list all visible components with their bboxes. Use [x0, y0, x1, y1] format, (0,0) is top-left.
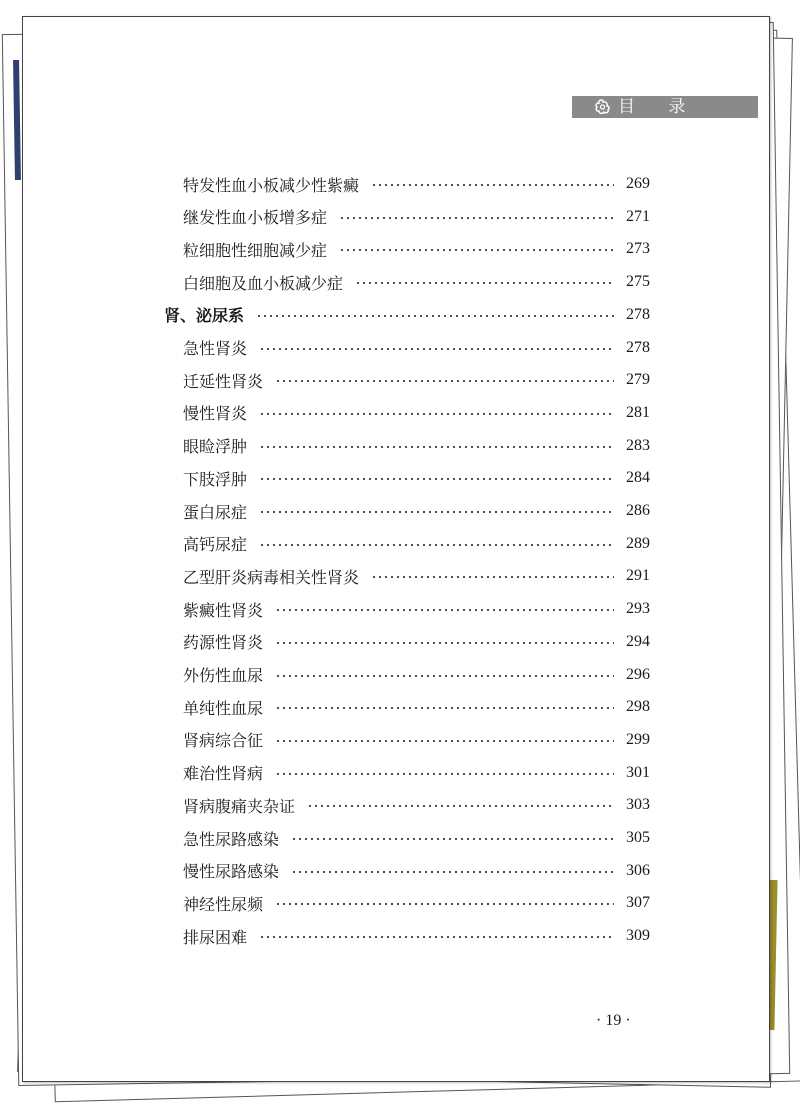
toc-entry-title: 外伤性血尿 [183, 666, 264, 685]
toc-entry-title: 急性肾炎 [183, 339, 248, 358]
toc-entry-title: 下肢浮肿 [183, 469, 248, 489]
toc-entry-title: 眼睑浮肿 [183, 437, 248, 457]
toc-entry[interactable] [183, 564, 650, 588]
toc-entry[interactable] [183, 434, 650, 458]
dot-leader [371, 184, 614, 186]
toc-entry[interactable] [183, 172, 650, 196]
toc-entry[interactable] [183, 499, 650, 523]
toc-entry-title: 慢性肾炎 [183, 404, 248, 424]
toc-entry-title: 特发性血小板减少性紫癜 [183, 175, 360, 195]
toc-entry[interactable] [183, 630, 650, 654]
toc-entry-page: 298 [626, 698, 650, 716]
dot-leader [291, 871, 614, 873]
section-header-bar [572, 96, 758, 118]
toc-entry[interactable] [183, 597, 650, 621]
toc-entry-page: 293 [626, 600, 650, 618]
toc-entry[interactable] [183, 237, 650, 261]
toc-entry-page: 307 [626, 894, 650, 912]
toc-entry-title: 排尿困难 [183, 927, 248, 947]
toc-entry-title: 高钙尿症 [183, 535, 248, 555]
toc-entry-page: 289 [626, 534, 650, 552]
toc-entry-page: 291 [626, 567, 650, 585]
dot-leader [259, 413, 614, 415]
toc-entry-title: 乙型肝炎病毒相关性肾炎 [183, 567, 360, 587]
dot-leader [275, 642, 614, 644]
toc-entry-title: 白细胞及血小板减少症 [183, 273, 344, 293]
section-header-title: 目 录 [618, 97, 700, 117]
dot-leader [259, 936, 614, 938]
toc-entry-title: 迁延性肾炎 [183, 371, 264, 391]
dot-leader [291, 838, 614, 840]
toc-entry[interactable] [183, 859, 650, 883]
dot-leader [339, 217, 614, 219]
toc-entry-page: 294 [626, 632, 650, 650]
dot-leader [339, 249, 614, 251]
toc-entry[interactable] [183, 761, 650, 785]
dot-leader [275, 903, 614, 905]
toc-entry[interactable] [183, 270, 650, 294]
toc-entry[interactable] [183, 368, 650, 392]
toc-entry-page: 286 [626, 502, 650, 519]
toc-entry[interactable] [183, 663, 650, 687]
toc-entry-title: 神经性尿频 [183, 894, 264, 914]
toc-entry-title: 药源性肾炎 [183, 633, 264, 653]
dot-leader [275, 773, 614, 775]
toc-entry[interactable] [183, 532, 650, 556]
toc-entry[interactable] [183, 924, 650, 948]
toc-entry-page: 281 [626, 403, 650, 421]
toc-entry-page: 305 [626, 829, 650, 846]
toc-entry-title: 肾、泌尿系 [164, 306, 245, 326]
toc-entry[interactable] [183, 205, 650, 229]
toc-entry[interactable] [183, 826, 650, 850]
toc-entry-page: 271 [626, 207, 650, 225]
toc-entry-page: 303 [626, 796, 650, 814]
dot-leader [355, 282, 614, 284]
dot-leader [259, 511, 614, 513]
toc-entry-page: 301 [626, 763, 650, 781]
toc-entry[interactable] [183, 793, 650, 817]
toc-entry-page: 275 [626, 273, 650, 291]
dot-leader [307, 805, 614, 807]
toc-entry[interactable] [183, 891, 650, 915]
toc-entry-title: 粒细胞性细胞减少症 [183, 240, 328, 260]
toc-entry-page: 284 [626, 469, 650, 487]
dot-leader [275, 609, 614, 611]
toc-entry-page: 309 [626, 927, 650, 945]
toc-entry-page: 278 [626, 305, 650, 323]
toc-entry[interactable] [183, 695, 650, 719]
toc-entry-page: 273 [626, 240, 650, 258]
toc-entry-title: 急性尿路感染 [183, 829, 280, 849]
dot-leader [259, 446, 614, 448]
toc-entry-title: 肾病腹痛夹杂证 [183, 796, 296, 816]
dot-leader [256, 315, 614, 317]
toc-entry-page: 278 [626, 338, 650, 356]
toc-entry-page: 269 [626, 175, 650, 192]
toc-entry[interactable] [183, 466, 650, 490]
toc-entry[interactable] [183, 401, 650, 425]
toc-entry-title: 继发性血小板增多症 [183, 208, 328, 228]
toc-entry-page: 299 [626, 730, 650, 748]
toc-entry-title: 蛋白尿症 [183, 502, 248, 522]
dot-leader [259, 544, 614, 546]
toc-section-heading[interactable] [164, 303, 650, 327]
toc-entry-title: 慢性尿路感染 [183, 862, 280, 882]
page-number: · 19 · [596, 1012, 631, 1029]
toc-entry-page: 283 [626, 436, 650, 454]
dot-leader [371, 576, 614, 578]
toc-entry-title: 难治性肾病 [183, 764, 264, 784]
dot-leader [259, 348, 614, 350]
toc-entry-page: 306 [626, 861, 650, 879]
toc-entry-page: 279 [626, 371, 650, 389]
toc-entry-title: 单纯性血尿 [183, 698, 264, 718]
cloud-ornament-icon [592, 97, 612, 117]
toc-entry[interactable] [183, 728, 650, 752]
dot-leader [275, 380, 614, 382]
toc-entry-title: 紫癜性肾炎 [183, 600, 264, 620]
toc-entry[interactable] [183, 336, 650, 360]
dot-leader [259, 478, 614, 480]
dot-leader [275, 740, 614, 742]
toc-entry-title: 肾病综合征 [183, 731, 264, 751]
dot-leader [275, 707, 614, 709]
toc-entry-page: 296 [626, 665, 650, 683]
dot-leader [275, 675, 614, 677]
